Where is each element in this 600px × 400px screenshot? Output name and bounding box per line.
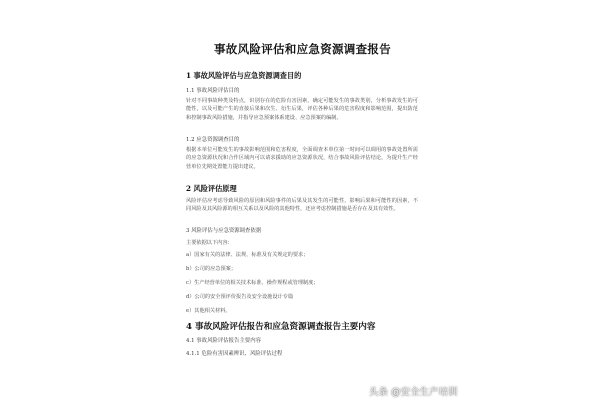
basis-intro: 主要依据以下内容： [186,240,233,246]
paragraph-resource-survey-purpose: 根据本单位可能发生的事故影响范围和危害程度，全面调查本单位第一时间可以调用的事故处置所需的应急资源状况和合作区域内可以请求援助的应急资源状况，结合事故风险评估结论，为提升生产经营单位先期处置能力提出建议。 [186,147,418,170]
section-heading-1: 1 事故风险评估与应急资源调查目的 [186,71,302,80]
section-heading-2: 2 风险评估原理 [186,184,237,193]
document-page [185,30,420,370]
subsection-heading-1-2: 1.2 应急资源调查目的 [186,137,240,143]
document-title: 事故风险评估和应急资源调查报告 [214,42,391,56]
basis-item-b: b）公司的应急预案； [186,266,237,272]
section-heading-4: 4 事故风险评估报告和应急资源调查报告主要内容 [186,322,376,332]
basis-item-e: e）其他相关材料。 [186,308,231,314]
subsection-heading-1-1: 1.1 事故风险评估目的 [186,88,240,94]
subsection-heading-4-1: 4.1 事故风险评估报告主要内容 [186,338,261,344]
basis-item-c: c）生产经营单位的相关技术标准、操作规程或管理制度； [186,280,319,286]
basis-item-d: d）公司的安全预评价报告及安全设施设计专篇 [186,294,294,300]
subsection-heading-3: 3 风险评估与应急资源调查依据 [186,228,262,234]
basis-item-a: a）国家有关的法律、法规、标准及有关规定的要求； [186,252,309,258]
source-watermark: 头条 @安全生产培训 [369,387,458,398]
subsection-heading-4-1-1: 4.1.1 危险有害因素辨识、风险评估过程 [186,351,283,357]
paragraph-risk-assessment-purpose: 针对不同事故种类及特点，识别存在的危险有害因素，确定可能发生的事故类别，分析事故发生的可能性，以及可能产生的直接后果和次生、衍生后果，评估各种后果的危害程度和影响范围，提出防范和控制事故风险措施，并指导应急预案体系建设、应急预案的编制。 [186,98,418,121]
paragraph-risk-principle: 风险评估应考虑导致风险的原因和风险事件的后果及其发生的可能性，影响后果和可能性的因素，不同风险及其风险源的相互关系以及风险的其他特性，还应考虑控制措施是否存在及其有效性。 [186,198,418,213]
